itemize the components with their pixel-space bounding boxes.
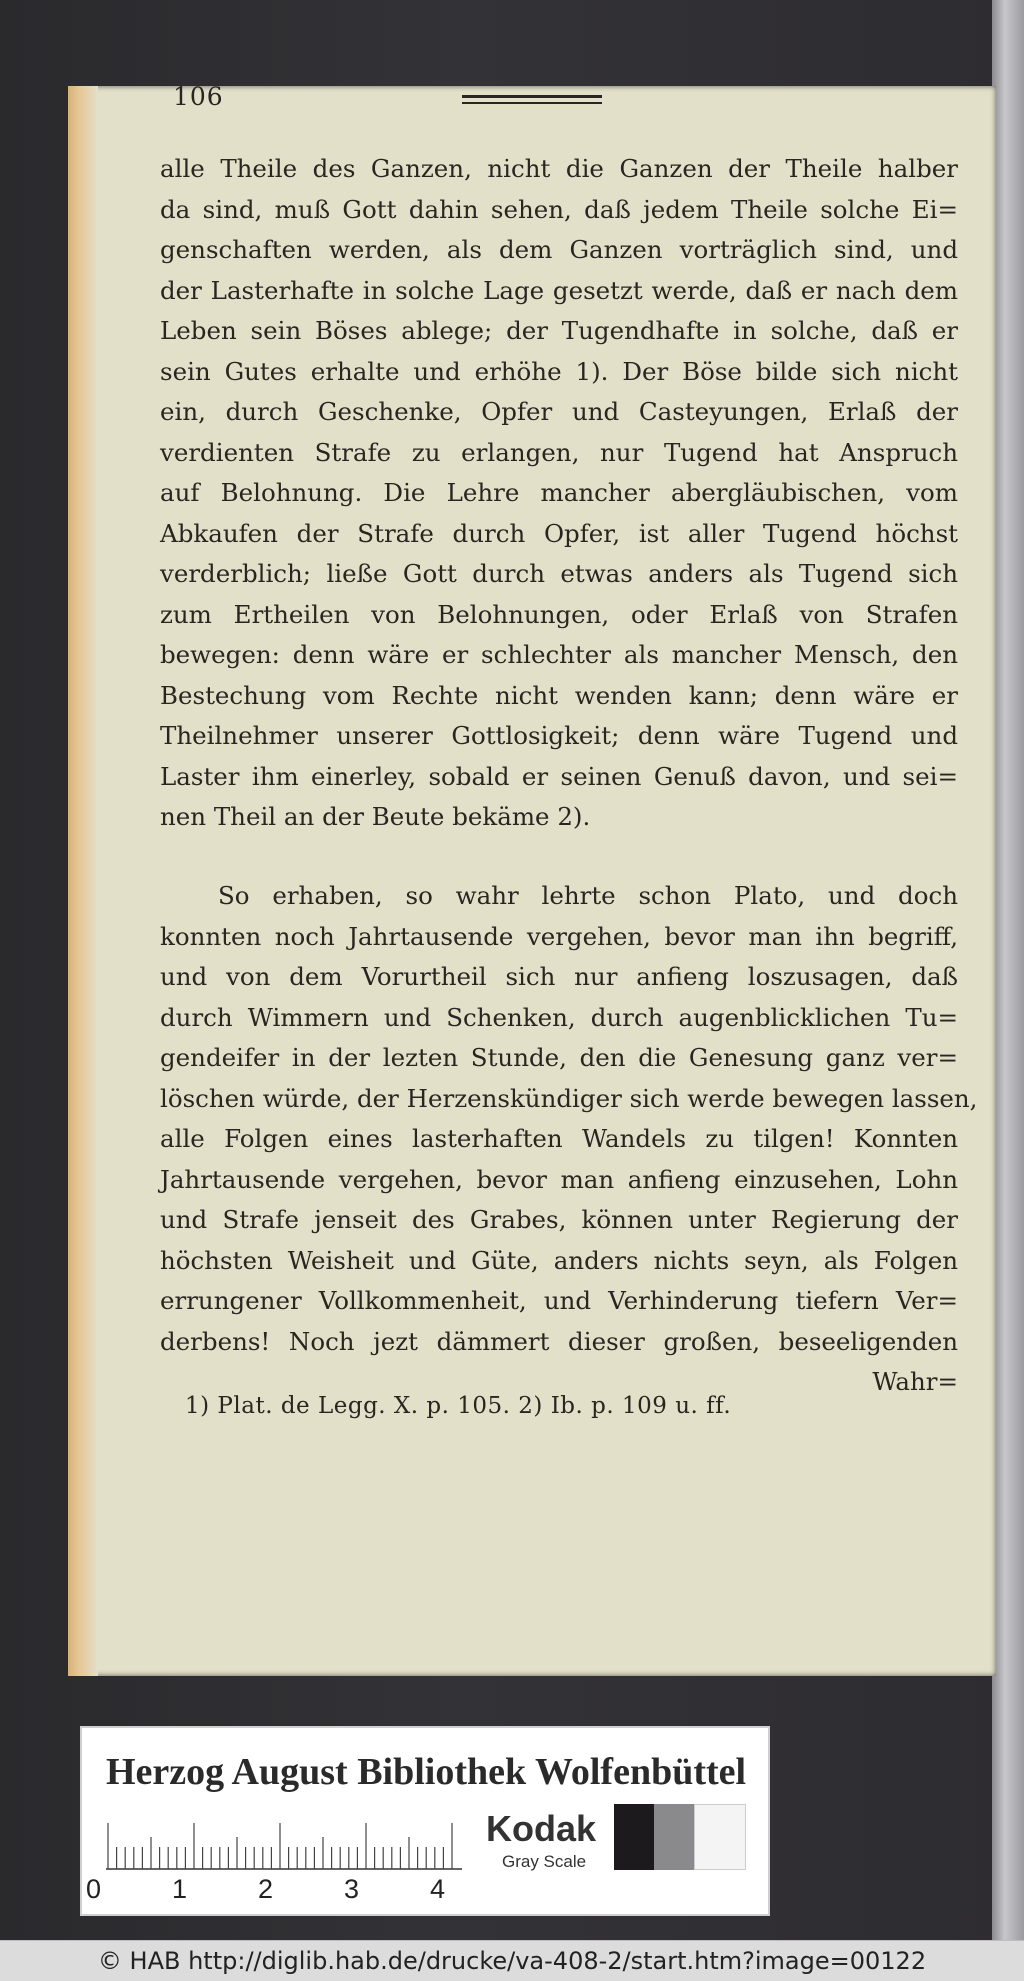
text-line: genschaften werden, als dem Ganzen vorträglich sind, und [160, 235, 958, 264]
ruler-scale [106, 1820, 462, 1870]
text-line: und Strafe jenseit des Grabes, können unter Regierung der [160, 1205, 958, 1234]
text-line: und von dem Vorurtheil sich nur anfieng loszusagen, daß [160, 962, 958, 991]
text-line: gendeifer in der lezten Stunde, den die Genesung ganz ver= [160, 1043, 958, 1072]
text-line: konnten noch Jahrtausende vergehen, bevor man ihn begriff, [160, 921, 958, 951]
text-line: alle Folgen eines lasterhaften Wandels zu tilgen! Konnten [160, 1124, 958, 1153]
gray-patch [654, 1804, 694, 1870]
text-line: durch Wimmern und Schenken, durch augenblicklichen Tu= [160, 1002, 958, 1032]
ruler-label: 2 [258, 1874, 274, 1904]
page-edge-shading [68, 86, 98, 1676]
text-line: Abkaufen der Strafe durch Opfer, ist aller Tugend höchst [160, 518, 958, 548]
white-patch [694, 1804, 746, 1870]
page-number: 106 [173, 82, 224, 111]
text-line: da sind, muß Gott dahin sehen, daß jedem Theile solche Ei= [160, 194, 958, 224]
gray-scale-label: Gray Scale [502, 1852, 587, 1871]
text-line: nen Theil an der Beute bekäme 2). [160, 802, 591, 831]
text-line: Leben sein Böses ablege; der Tugendhafte in solche, daß er [160, 316, 958, 345]
text-line: verdienten Strafe zu erlangen, nur Tugend hat Anspruch [160, 437, 958, 467]
book-edge [992, 0, 1024, 1940]
paragraph-2 [160, 876, 978, 1403]
text-line: zum Ertheilen von Belohnungen, oder Erlaß von Strafen [160, 599, 958, 629]
text-line: So erhaben, so wahr lehrte schon Plato, und doch [218, 881, 958, 910]
paragraph-1 [160, 149, 958, 838]
ruler-labels [86, 1874, 466, 1904]
ruler-label: 1 [172, 1874, 188, 1904]
catchword: Wahr= [872, 1367, 958, 1396]
text-line: höchsten Weisheit und Güte, anders nichts seyn, als Folgen [160, 1245, 958, 1275]
text-line: errungener Vollkommenheit, und Verhinderung tiefern Ver= [160, 1286, 958, 1315]
ruler-label: 3 [344, 1874, 360, 1904]
text-line: verderblich; ließe Gott durch etwas anders als Tugend sich [160, 559, 958, 588]
text-line: der Lasterhafte in solche Lage gesetzt werde, daß er nach dem [160, 275, 958, 305]
text-line: sein Gutes erhalte und erhöhe 1). Der Böse bilde sich nicht [160, 356, 958, 386]
text-line: Theilnehmer unserer Gottlosigkeit; denn wäre Tugend und [160, 721, 958, 750]
kodak-logo: Kodak [486, 1808, 597, 1849]
ruler-label: 0 [86, 1874, 102, 1904]
source-caption: © HAB http://diglib.hab.de/drucke/va-408-2/start.htm?image=00122 [0, 1940, 1024, 1981]
text-line: auf Belohnung. Die Lehre mancher abergläubischen, vom [160, 478, 958, 507]
text-line: bewegen: denn wäre er schlechter als mancher Mensch, den [160, 640, 958, 669]
text-line: Jahrtausende vergehen, bevor man anfieng einzusehen, Lohn [160, 1164, 958, 1194]
text-line: Bestechung vom Rechte nicht wenden kann; denn wäre er [160, 680, 958, 710]
text-line: derbens! Noch jezt dämmert dieser großen, beseeligenden [160, 1326, 958, 1356]
header-rule [462, 95, 602, 104]
color-calibration-card [80, 1726, 770, 1916]
footnote: 1) Plat. de Legg. X. p. 105. 2) Ib. p. 109 u. ff. [185, 1393, 732, 1419]
ruler-label: 4 [430, 1874, 446, 1904]
black-patch [614, 1804, 654, 1870]
text-line: Laster ihm einerley, sobald er seinen Genuß davon, und sei= [160, 761, 958, 791]
text-line: ein, durch Geschenke, Opfer und Casteyungen, Erlaß der [160, 397, 958, 426]
institution-name: Herzog August Bibliothek Wolfenbüttel [106, 1751, 747, 1793]
text-line: alle Theile des Ganzen, nicht die Ganzen der Theile halber [160, 154, 958, 183]
text-line: löschen würde, der Herzenskündiger sich werde bewegen lassen, [160, 1083, 978, 1113]
